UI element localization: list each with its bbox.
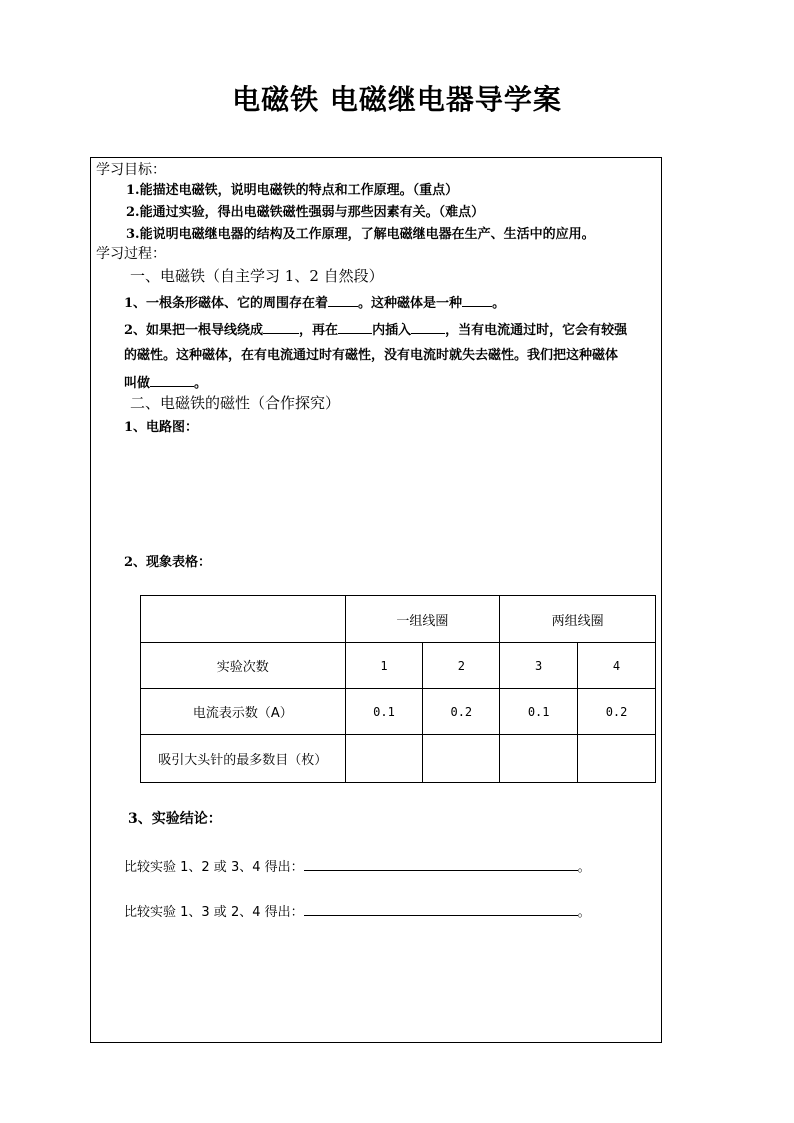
answer-cell[interactable] <box>500 735 578 783</box>
question-1 <box>124 292 505 314</box>
answer-cell[interactable] <box>578 735 656 783</box>
table-row <box>141 643 656 689</box>
table-row <box>141 735 656 783</box>
process-heading: 学习过程： <box>96 246 166 262</box>
section1-heading: 一、电磁铁（自主学习 1、2 自然段） <box>130 267 384 285</box>
circuit-diagram-label: 1、电路图： <box>124 420 199 435</box>
observation-table <box>140 595 656 783</box>
table-corner-cell <box>141 596 346 643</box>
answer-blank[interactable] <box>304 902 578 916</box>
conclusion-line-2 <box>124 901 591 920</box>
conclusion-line-1 <box>124 856 591 875</box>
question-text: ，再在 <box>299 323 339 338</box>
question-text: 。 <box>492 296 506 311</box>
question-text: 内插入 <box>372 323 412 338</box>
question-2-line3 <box>124 372 207 394</box>
table-cell: 0.2 <box>578 689 656 735</box>
page-title: 电磁铁 电磁继电器导学案 <box>232 83 562 116</box>
table-cell: 4 <box>578 643 656 689</box>
objective-item: 3.能说明电磁继电器的结构及工作原理，了解电磁继电器在生产、生活中的应用。 <box>126 227 595 242</box>
question-text: 2、如果把一根导线绕成 <box>124 323 264 338</box>
section2-heading: 二、电磁铁的磁性（合作探究） <box>130 394 341 412</box>
answer-blank[interactable] <box>328 292 358 307</box>
row-label: 实验次数 <box>141 643 346 689</box>
group-header: 一组线圈 <box>345 596 500 643</box>
conclusion-text: 比较实验 1、2 或 3、4 得出： <box>124 860 304 875</box>
table-cell: 2 <box>423 643 500 689</box>
table-cell: 0.1 <box>345 689 423 735</box>
answer-cell[interactable] <box>345 735 423 783</box>
answer-blank[interactable] <box>150 372 194 387</box>
conclusion-heading: 3、实验结论： <box>128 811 222 827</box>
period: 。 <box>577 860 591 875</box>
answer-blank[interactable] <box>338 319 372 334</box>
answer-blank[interactable] <box>304 857 578 871</box>
answer-blank[interactable] <box>411 319 445 334</box>
question-2-line2: 的磁性。这种磁体，在有电流通过时有磁性，没有电流时就失去磁性。我们把这种磁体 <box>124 348 619 363</box>
question-2 <box>124 319 627 341</box>
question-text: 1、一根条形磁体、它的周围存在着 <box>124 296 329 311</box>
question-text: ，当有电流通过时，它会有较强 <box>445 323 628 338</box>
table-label: 2、现象表格： <box>124 555 212 570</box>
question-text: 。这种磁体是一种 <box>358 296 463 311</box>
table-row <box>141 689 656 735</box>
objective-item: 2.能通过实验，得出电磁铁磁性强弱与那些因素有关。（难点） <box>126 205 485 220</box>
objectives-heading: 学习目标： <box>96 162 166 178</box>
question-text: 叫做 <box>124 376 151 391</box>
answer-blank[interactable] <box>263 319 299 334</box>
table-cell: 1 <box>345 643 423 689</box>
table-cell: 0.2 <box>423 689 500 735</box>
answer-blank[interactable] <box>462 292 492 307</box>
period: 。 <box>577 905 591 920</box>
row-label: 吸引大头针的最多数目（枚） <box>141 735 346 783</box>
conclusion-text: 比较实验 1、3 或 2、4 得出： <box>124 905 304 920</box>
row-label: 电流表示数（A） <box>141 689 346 735</box>
answer-cell[interactable] <box>423 735 500 783</box>
table-cell: 3 <box>500 643 578 689</box>
table-header-row <box>141 596 656 643</box>
objective-item: 1.能描述电磁铁，说明电磁铁的特点和工作原理。（重点） <box>126 183 459 198</box>
group-header: 两组线圈 <box>500 596 656 643</box>
question-text: 。 <box>194 376 208 391</box>
table-cell: 0.1 <box>500 689 578 735</box>
